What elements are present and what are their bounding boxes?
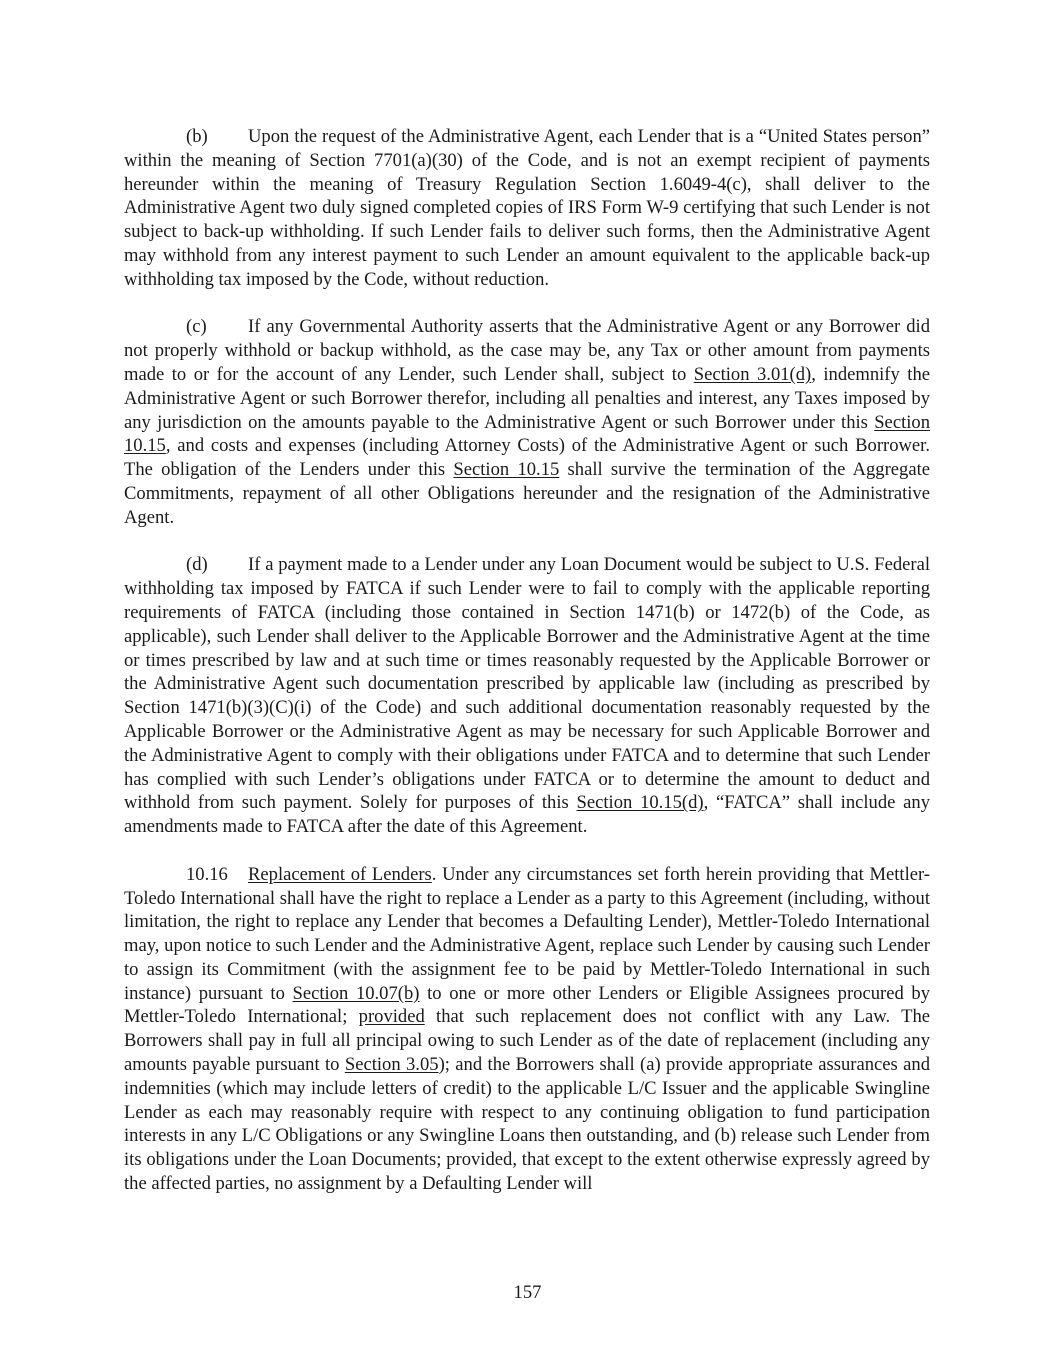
section-reference: Section 10.15 — [124, 411, 930, 457]
paragraph-b — [124, 125, 930, 292]
section-reference: Section 10.07(b) — [292, 982, 420, 1004]
document-page — [124, 125, 930, 1196]
section-reference: Section 3.01(d) — [693, 363, 812, 385]
proviso-term: provided — [358, 1006, 425, 1028]
paragraph-text: that such replacement does not conflict with any Law. The Borrowers shall pay in full all principal owing to such Lender as of the date of replacement (including any amounts payable pursuant to — [124, 1006, 930, 1076]
paragraph-text: If a payment made to a Lender under any Loan Document would be subject to U.S. Federal withholding tax imposed by FATCA if such Lender were to fail to comply with the applicable reporting requirements of FATCA (including those contained in Section 1471(b) or 1472(b) of the Code, as applicable), such Lender shall deliver to the Applicable Borrower and the Administrative Agent at the time or times prescribed by law and at such time or times reasonably requested by the Applicable Borrower or the Administrative Agent such documentation prescribed by applicable law (including as prescribed by Section 1471(b)(3)(C)(i) of the Code) and such additional documentation reasonably requested by the Applicable Borrower or the Administrative Agent as may be necessary for such Applicable Borrower and the Administrative Agent to comply with their obligations under FATCA and to determine that such Lender has complied with such Lender’s obligations under FATCA or to determine the amount to deduct and withhold from such payment. Solely for purposes of this — [124, 554, 930, 814]
section-reference: Section 3.05 — [344, 1054, 439, 1076]
paragraph-label: (b) — [186, 126, 208, 147]
section-reference: Section 10.15(d) — [576, 792, 704, 814]
paragraph-c — [124, 315, 930, 529]
paragraph-text: shall survive the termination of the Aggregate Commitments, repayment of all other Obligations hereunder and the resignation of the Administrative Agent. — [124, 459, 931, 528]
paragraph-label: (d) — [186, 554, 208, 576]
paragraph-d — [124, 553, 930, 839]
paragraph-text: Upon the request of the Administrative Agent, each Lender that is a “United States person” within the meaning of Section 7701(a)(30) of the Code, and is not an exempt recipient of payments hereunder within the meaning of Treasury Regulation Section 1.6049-4(c), shall deliver to the Administrative Agent two duly signed completed copies of IRS Form W-9 certifying that such Lender is not subject to back-up withholding. If such Lender fails to deliver such forms, then the Administrative Agent may withhold from any interest payment to such Lender an amount equivalent to the applicable back-up withholding tax imposed by the Code, without reduction. — [124, 126, 930, 290]
paragraph-text: If any Governmental Authority asserts that the Administrative Agent or any Borrower did not properly withhold or backup withhold, as the case may be, any Tax or other amount from payments made to or for the account of any Lender, such Lender shall, subject to — [124, 316, 930, 385]
paragraph-text: . Under any circumstances set forth herein providing that Mettler-Toledo International shall have the right to replace a Lender as a party to this Agreement (including, without limitation, the right to replace any Lender that becomes a Defaulting Lender), Mettler-Toledo International may, upon notice to such Lender and the Administrative Agent, replace such Lender by causing such Lender to assign its Commitment (with the assignment fee to be paid by Mettler-Toledo International in such instance) pursuant to — [124, 863, 930, 1004]
page-number: 157 — [513, 1282, 542, 1303]
paragraph-text: , “FATCA” shall include any amendments made to FATCA after the date of this Agreement. — [124, 792, 930, 838]
paragraph-text: , indemnify the Administrative Agent or such Borrower therefor, including all penalties and interest, any Taxes imposed by any jurisdiction on the amounts payable to the Administrative Agent or such Borrower under this — [124, 363, 930, 433]
section-number: 10.16 — [186, 863, 228, 885]
section-heading: Replacement of Lenders — [248, 863, 432, 885]
paragraph-text: , and costs and expenses (including Attorney Costs) of the Administrative Agent or such Borrower. The obligation of the Lenders under this — [124, 435, 930, 481]
section-reference: Section 10.15 — [453, 459, 560, 481]
paragraph-label: (c) — [186, 316, 207, 338]
paragraph-text: ); and the Borrowers shall (a) provide appropriate assurances and indemnities (which may include letters of credit) to the applicable L/C Issuer and the applicable Swingline Lender as each may reasonably require with respect to any continuing obligation to fund participation interests in any L/C Obligations or any Swingline Loans then outstanding, and (b) release such Lender from its obligations under the Loan Documents; provided, that except to the extent otherwise expressly agreed by the affected parties, no assignment by a Defaulting Lender will — [124, 1054, 930, 1195]
section-10-16 — [124, 863, 930, 1196]
paragraph-text: to one or more other Lenders or Eligible Assignees procured by Mettler-Toledo International; — [124, 982, 930, 1028]
